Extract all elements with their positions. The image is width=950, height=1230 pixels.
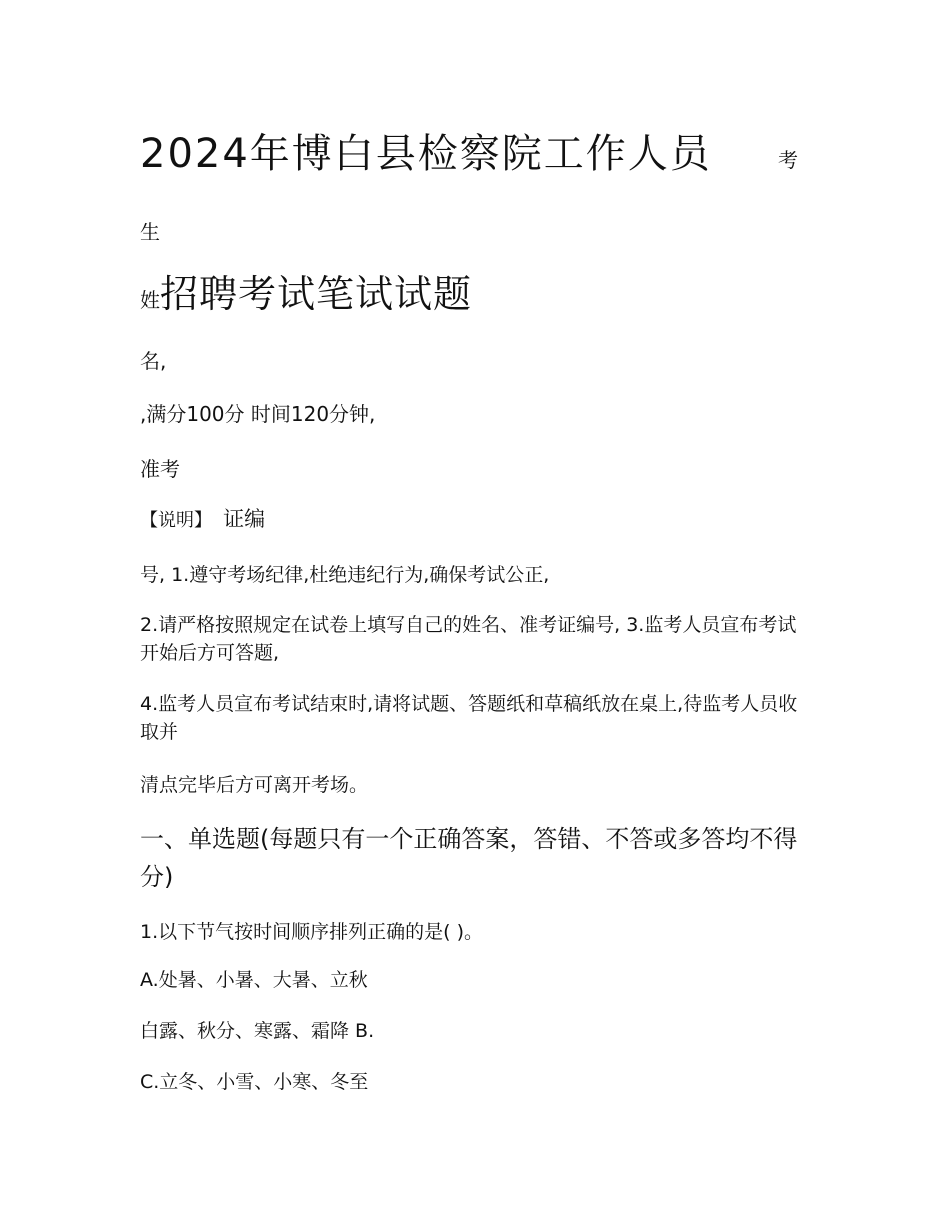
option-b: 白露、秋分、寒露、霜降 B. bbox=[140, 1020, 375, 1042]
rule-2-3: 2.请严格按照规定在试卷上填写自己的姓名、准考证编号, 3.监考人员宣布考试开始后方可答题, bbox=[140, 614, 797, 664]
section-1-heading: 一、单选题(每题只有一个正确答案，答错、不答或多答均不得分) bbox=[140, 825, 798, 891]
option-c: C.立冬、小雪、小寒、冬至 bbox=[140, 1071, 369, 1093]
title-side-char: 考 bbox=[778, 148, 798, 172]
instructions-label: 【说明】 bbox=[140, 510, 212, 531]
line-sheng: 生 bbox=[140, 220, 160, 244]
line-zhunkao: 准考 bbox=[140, 457, 180, 481]
subtitle-prefix: 姓 bbox=[140, 288, 160, 312]
question-1: 1.以下节气按时间顺序排列正确的是( )。 bbox=[140, 921, 483, 943]
instructions-heading bbox=[140, 504, 265, 536]
rule-1: 号, 1.遵守考场纪律,杜绝违纪行为,确保考试公正, bbox=[140, 564, 550, 586]
line-ming: 名, bbox=[140, 349, 167, 373]
exam-title: 2024年博白县检察院工作人员 bbox=[140, 131, 712, 177]
option-a: A.处暑、小暑、大暑、立秋 bbox=[140, 969, 368, 991]
subtitle-main: 招聘考试笔试试题 bbox=[160, 272, 473, 316]
instructions-tail: 证编 bbox=[223, 507, 266, 531]
rule-4-tail: 清点完毕后方可离开考场。 bbox=[140, 774, 369, 796]
score-time-line: ,满分100分 时间120分钟, bbox=[140, 402, 376, 426]
rule-4: 4.监考人员宣布考试结束时,请将试题、答题纸和草稿纸放在桌上,待监考人员收取并 bbox=[140, 693, 798, 743]
exam-subtitle bbox=[140, 268, 472, 328]
